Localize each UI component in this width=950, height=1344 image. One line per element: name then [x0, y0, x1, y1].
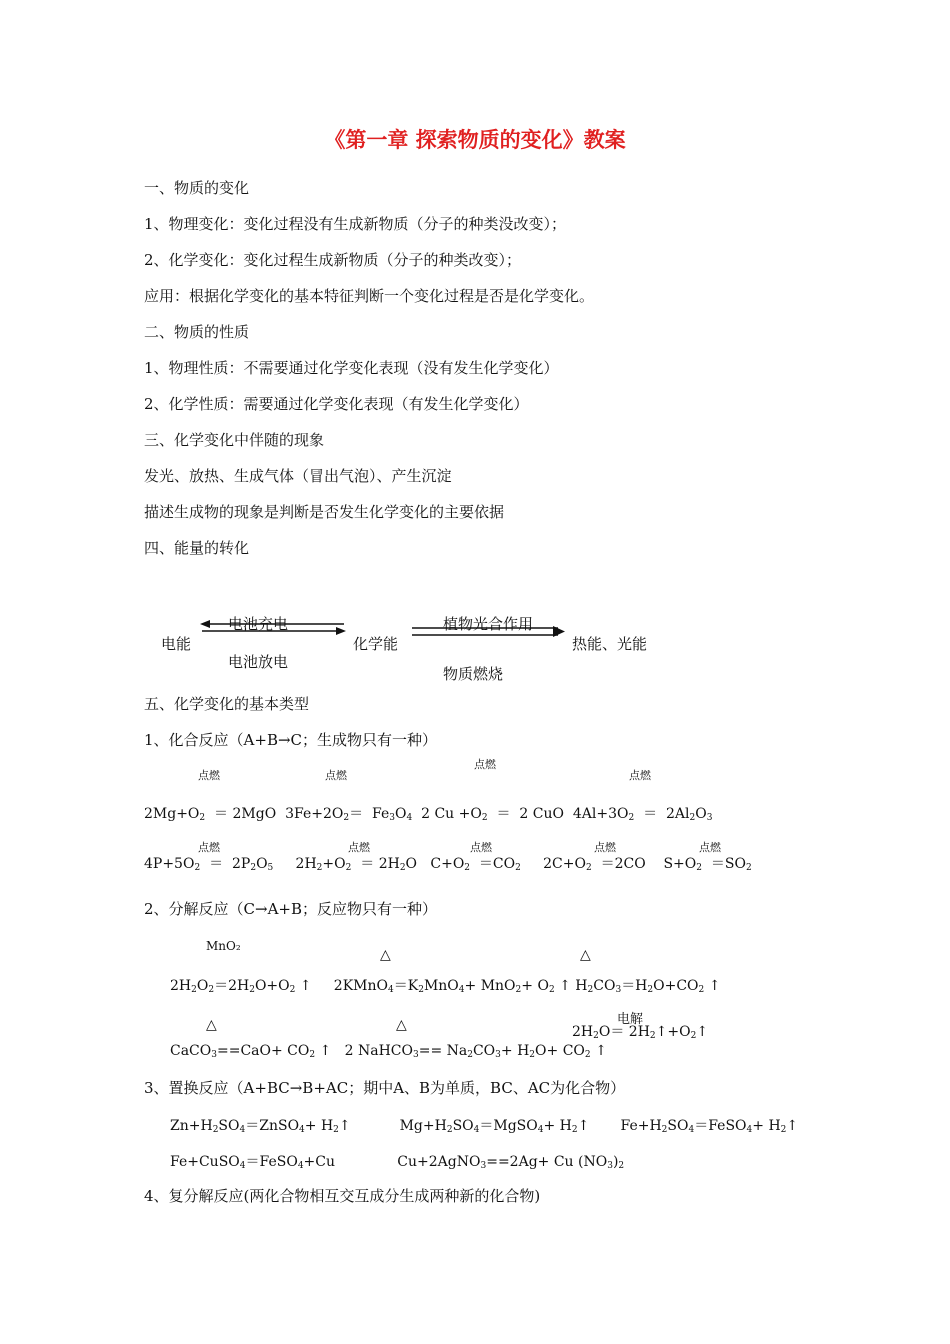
section-4-heading: 四、能量的转化 — [144, 539, 250, 557]
right-arrow-icon — [410, 624, 566, 640]
section-5-heading: 五、化学变化的基本类型 — [144, 695, 310, 713]
section-1-heading: 一、物质的变化 — [144, 179, 250, 197]
ignite-condition: 点燃 — [198, 841, 220, 854]
double-arrow-icon — [198, 618, 348, 638]
ignite-condition: 点燃 — [474, 758, 496, 771]
equation-row: $4P+5O_2 = 2P_2O_5$ $2H_2+O_2 = 2H_2O$ $C+O_2 =CO_2$ $2C+O_2 =2CO$ $S+O_2 =SO_2$ — [144, 856, 752, 873]
ignite-condition: 点燃 — [470, 841, 492, 854]
electrolysis-condition: 电解 — [617, 1012, 644, 1027]
equation-row: $Zn+H_2SO_4=ZnSO_4+$ $H_2↑$ $Mg+H_2SO_4=MgSO_4+$ $H_2↑$ $Fe+H_2SO_4=FeSO_4+$ $H_2↑$ — [170, 1118, 799, 1135]
ignite-condition: 点燃 — [629, 769, 651, 782]
catalyst-condition: MnO₂ — [206, 939, 241, 953]
chemical-change-line: 2、化学变化：变化过程生成新物质（分子的种类改变）； — [144, 251, 522, 269]
ignite-condition: 点燃 — [348, 841, 370, 854]
physical-change-line: 1、物理变化：变化过程没有生成新物质（分子的种类没改变）； — [144, 215, 567, 233]
equation-row: $2H_2O=$ $2H_2↑+O_2↑$ — [572, 1024, 709, 1041]
battery-charge-label: 电池充电 — [228, 615, 289, 633]
ignite-condition: 点燃 — [594, 841, 616, 854]
heat-condition-icon: △ — [396, 1017, 407, 1033]
equation-row: $2H_2O_2=2H_2O+O_2$ ↑ $2KMnO_4=K_2MnO_4+ MnO_2+ O_2$ ↑ $H_2CO_3=H_2O+CO_2$ ↑ — [170, 978, 721, 995]
chemical-property-line: 2、化学性质：需要通过化学变化表现（有发生化学变化） — [144, 395, 529, 413]
burning-label: 物质燃烧 — [443, 665, 504, 683]
heat-condition-icon: △ — [380, 947, 391, 963]
evidence-line: 描述生成物的现象是判断是否发生化学变化的主要依据 — [144, 503, 505, 521]
double-replacement-heading: 4、复分解反应(两化合物相互交互成分生成两种新的化合物) — [144, 1187, 541, 1205]
heat-light-label: 热能、光能 — [572, 635, 648, 653]
decomposition-reaction-heading: 2、分解反应（C→A+B；反应物只有一种） — [144, 900, 438, 918]
heat-condition-icon: △ — [580, 947, 591, 963]
application-line: 应用：根据化学变化的基本特征判断一个变化过程是否是化学变化。 — [144, 287, 595, 305]
battery-discharge-label: 电池放电 — [228, 653, 289, 671]
equation-row: CaCO$_3$==CaO+ $CO_2$ ↑ 2 NaHCO$_3$== $Na_2CO_3+ H_2O+ CO_2$ ↑ — [170, 1043, 607, 1060]
photosynthesis-label: 植物光合作用 — [443, 615, 534, 633]
section-2-heading: 二、物质的性质 — [144, 323, 250, 341]
ignite-condition: 点燃 — [325, 769, 347, 782]
combination-reaction-heading: 1、化合反应（A+B→C；生成物只有一种） — [144, 731, 438, 749]
phenomena-line: 发光、放热、生成气体（冒出气泡）、产生沉淀 — [144, 467, 452, 485]
ignite-condition: 点燃 — [198, 769, 220, 782]
physical-property-line: 1、物理性质：不需要通过化学变化表现（没有发生化学变化） — [144, 359, 559, 377]
page-title: 《第一章 探索物质的变化》教案 — [324, 128, 626, 152]
equation-row: Fe+CuSO$_4$＝FeSO$_4$+Cu Cu+2AgNO$_3$==2Ag+ Cu $(NO_3)_2$ — [170, 1154, 625, 1171]
electric-energy-label: 电能 — [161, 635, 192, 653]
ignite-condition: 点燃 — [699, 841, 721, 854]
displacement-reaction-heading: 3、置换反应（A+BC→B+AC；期中A、B为单质，BC、AC为化合物） — [144, 1079, 626, 1097]
equation-row: $2Mg+O_2 = 2MgO$ $3Fe+2O_2= Fe_3O_4$ 2 $Cu +O_2 = 2$ CuO $4Al+3O_2 = 2Al_2O_3$ — [144, 806, 713, 823]
chemical-energy-label: 化学能 — [353, 635, 399, 653]
heat-condition-icon: △ — [206, 1017, 217, 1033]
section-3-heading: 三、化学变化中伴随的现象 — [144, 431, 325, 449]
